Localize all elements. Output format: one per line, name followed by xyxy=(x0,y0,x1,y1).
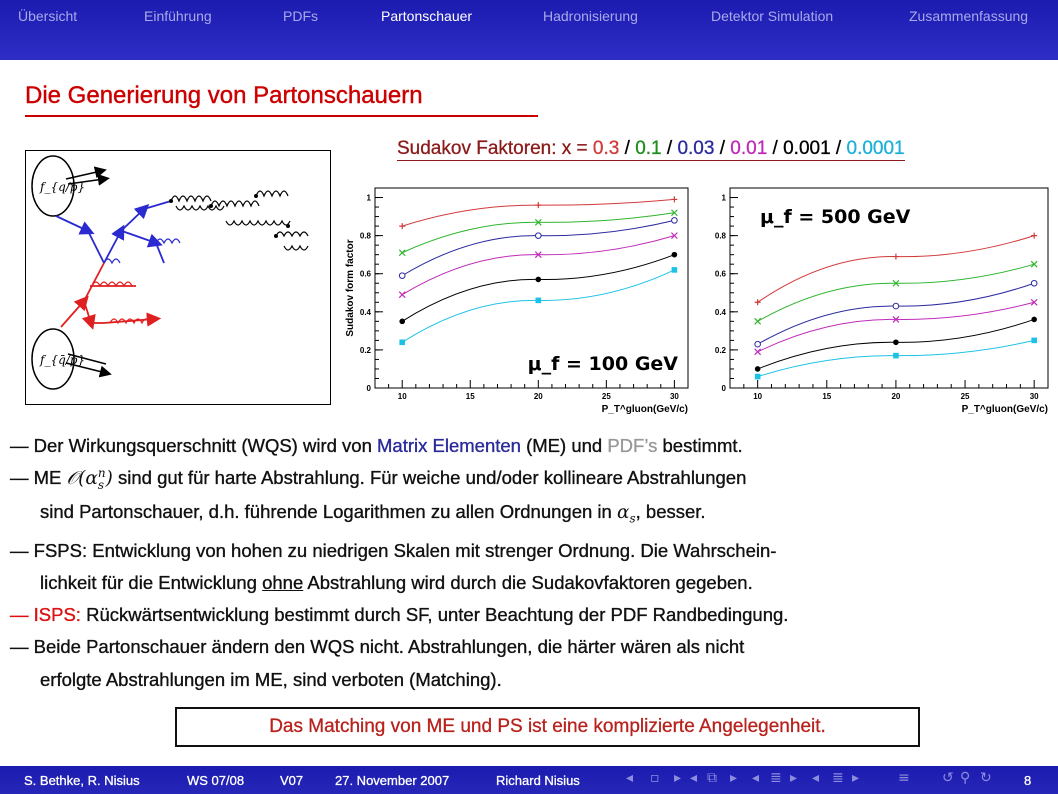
data-point xyxy=(536,233,542,239)
scale-annotation: μ_f = 500 GeV xyxy=(760,206,911,228)
bullet-text: ME xyxy=(33,467,67,489)
nav-prev-part-icon[interactable]: ◂ xyxy=(812,770,820,786)
footer-speaker: Richard Nisius xyxy=(496,773,580,788)
nav-next-part-icon[interactable]: ▸ xyxy=(852,770,860,786)
data-point xyxy=(755,374,761,380)
data-point xyxy=(755,366,761,372)
bullet-text: sind Partonschauer, d.h. führende Logarithmen zu allen Ordnungen in xyxy=(40,500,617,522)
bullet-text-ohne: ohne xyxy=(262,571,304,593)
sudakov-x-value: 0.01 xyxy=(730,138,768,159)
x-tick-label: 15 xyxy=(465,392,475,401)
bullet-text: erfolgte Abstrahlungen im ME, sind verboten (Matching). xyxy=(40,668,502,690)
nav-item-einfuehrung[interactable]: Einführung xyxy=(144,8,212,24)
bullet-dash: — xyxy=(10,636,34,658)
bullet-text: Der Wirkungsquerschnitt (WQS) wird von xyxy=(33,435,378,456)
subsection-icon[interactable]: ⧉ xyxy=(707,770,717,786)
bullet-item xyxy=(10,599,1055,631)
bullet-text: lichkeit für die Entwicklung xyxy=(40,571,263,593)
nav-next-subsection-icon[interactable]: ▸ xyxy=(730,770,738,786)
sudakov-separator: / xyxy=(767,138,784,159)
scale-annotation: μ_f = 100 GeV xyxy=(527,353,678,375)
bullet-text: Beide Partonschauer ändern den WQS nicht. Abstrahlungen, die härter wären als nicht xyxy=(33,636,745,658)
x-tick-label: 25 xyxy=(601,392,611,401)
part-icon[interactable]: ≣ xyxy=(832,770,844,786)
bullet-text: FSPS: Entwicklung von hohen zu niedrigen Skalen mit strenger Ordnung. Die Wahrschein- xyxy=(33,539,777,561)
sudakov-factors-heading xyxy=(397,138,905,161)
sudakov-x-value: 0.3 xyxy=(592,138,620,159)
sudakov-plot-500gev xyxy=(700,180,1055,420)
bullet-dash: — xyxy=(10,539,34,561)
data-point xyxy=(536,277,542,283)
footer-authors: S. Bethke, R. Nisius xyxy=(24,773,140,788)
footer-bar xyxy=(0,766,1058,794)
bullet-text: , besser. xyxy=(635,500,706,522)
sudakov-x-value: 0.03 xyxy=(677,138,715,159)
nav-item-zusammenfassung[interactable]: Zusammenfassung xyxy=(909,8,1029,24)
x-axis-title: P_T^gluon(GeV/c) xyxy=(961,404,1048,415)
slide-title: Die Generierung von Partonschauern xyxy=(25,82,423,109)
sudakov-separator: / xyxy=(661,138,678,159)
x-tick-label: 30 xyxy=(669,392,679,401)
pdf-label-bottom: f_{q̄/p} xyxy=(40,353,86,367)
bullet-item xyxy=(10,430,1055,462)
bullet-dash: — xyxy=(10,467,34,489)
nav-item-detektor-simulation[interactable]: Detektor Simulation xyxy=(711,8,834,24)
data-point xyxy=(893,303,899,309)
y-tick-label: 0.6 xyxy=(359,269,371,279)
sudakov-separator: / xyxy=(619,138,636,159)
data-point xyxy=(672,252,678,258)
nav-item-pdfs[interactable]: PDFs xyxy=(283,8,318,24)
data-point xyxy=(1031,338,1037,344)
bullet-item xyxy=(10,535,1055,567)
x-tick-label: 20 xyxy=(533,392,543,401)
nav-next-frame-icon[interactable]: ▸ xyxy=(674,770,682,786)
sudakov-separator: / xyxy=(714,138,731,159)
sudakov-plot-100gev xyxy=(340,180,695,420)
data-point xyxy=(893,339,899,345)
bullet-text-matrix-elements: Matrix Elementen xyxy=(377,435,521,456)
nav-prev-subsection-icon[interactable]: ◂ xyxy=(690,770,698,786)
x-tick-label: 10 xyxy=(397,392,407,401)
nav-item-partonschauer[interactable]: Partonschauer xyxy=(381,8,473,24)
y-tick-label: 0.2 xyxy=(714,345,726,355)
conclusion-box: Das Matching von ME und PS ist eine komplizierte Angelegenheit. xyxy=(175,707,920,747)
sudakov-x-value: 0.001 xyxy=(783,138,831,159)
data-point xyxy=(399,319,405,325)
sudakov-heading-prefix: Sudakov Faktoren: x = xyxy=(397,138,593,159)
title-underline xyxy=(25,115,538,117)
bullet-list xyxy=(10,430,1055,696)
bullet-item xyxy=(10,631,1055,663)
page-number: 8 xyxy=(1024,773,1032,788)
data-point xyxy=(672,218,678,224)
y-tick-label: 0.4 xyxy=(714,307,726,317)
bullet-dash: — xyxy=(10,604,34,626)
footer-semester: WS 07/08 xyxy=(187,773,245,788)
sudakov-separator: / xyxy=(830,138,847,159)
pdf-label-top: f_{q/p} xyxy=(40,180,86,194)
search-icon[interactable]: ⚲ xyxy=(960,770,971,786)
data-point xyxy=(1031,280,1037,286)
data-point xyxy=(893,353,899,359)
document-icon[interactable]: ≡ xyxy=(898,770,910,786)
alpha-s-symbol: $\alpha_s$ xyxy=(616,501,636,526)
bullet-dash: — xyxy=(10,435,34,456)
x-tick-label: 10 xyxy=(753,392,763,401)
back-icon[interactable]: ↺ xyxy=(942,770,954,786)
data-point xyxy=(672,267,678,273)
y-tick-label: 0 xyxy=(721,384,726,393)
data-point xyxy=(1031,317,1037,323)
parton-shower-diagram xyxy=(25,150,331,405)
nav-prev-frame-icon[interactable]: ◂ xyxy=(626,770,634,786)
data-point xyxy=(536,298,542,304)
bullet-text: sind gut für harte Abstrahlung. Für weiche und/oder kollineare Abstrahlungen xyxy=(112,467,747,489)
x-tick-label: 15 xyxy=(822,392,832,401)
bullet-continuation xyxy=(10,567,1055,599)
forward-icon[interactable]: ↻ xyxy=(980,770,992,786)
x-tick-label: 20 xyxy=(891,392,901,401)
nav-item-hadronisierung[interactable]: Hadronisierung xyxy=(543,8,638,24)
y-tick-label: 0.8 xyxy=(714,231,726,241)
x-tick-label: 25 xyxy=(960,392,970,401)
bullet-text: Rückwärtsentwicklung bestimmt durch SF, unter Beachtung der PDF Randbedingung. xyxy=(80,604,789,626)
sudakov-x-value: 0.0001 xyxy=(846,138,905,159)
sudakov-x-value: 0.1 xyxy=(635,138,662,159)
nav-item-uebersicht[interactable]: Übersicht xyxy=(18,8,78,24)
y-axis-title: Sudakov form factor xyxy=(345,239,356,337)
footer-date: 27. November 2007 xyxy=(335,773,450,788)
data-point xyxy=(399,339,405,345)
parton-shower-svg xyxy=(26,151,330,404)
bullet-text: Abstrahlung wird durch die Sudakovfaktoren gegeben. xyxy=(303,571,753,593)
x-axis-title: P_T^gluon(GeV/c) xyxy=(601,404,688,415)
y-tick-label: 0.6 xyxy=(714,269,726,279)
section-icon[interactable]: ≣ xyxy=(770,770,782,786)
nav-prev-section-icon[interactable]: ◂ xyxy=(752,770,760,786)
y-tick-label: 0.4 xyxy=(359,307,371,317)
bullet-text-pdfs: PDF’s xyxy=(607,435,658,456)
top-navigation-bar xyxy=(0,0,1058,60)
bullet-continuation xyxy=(10,664,1055,696)
bullet-text: (ME) und xyxy=(520,435,608,456)
y-tick-label: 1 xyxy=(721,193,726,203)
y-tick-label: 0 xyxy=(366,384,371,393)
data-point xyxy=(755,341,761,347)
y-tick-label: 0.8 xyxy=(359,231,371,241)
nav-next-section-icon[interactable]: ▸ xyxy=(790,770,798,786)
bullet-text: bestimmt. xyxy=(657,435,743,456)
order-alpha-s-formula: 𝒪(α n s ) xyxy=(66,466,113,493)
y-tick-label: 1 xyxy=(366,193,371,203)
x-tick-label: 30 xyxy=(1029,392,1039,401)
data-point xyxy=(399,273,405,279)
y-tick-label: 0.2 xyxy=(359,345,371,355)
bullet-continuation xyxy=(10,496,1055,535)
bullet-item xyxy=(10,462,1055,495)
footer-lecture: V07 xyxy=(280,773,304,788)
frame-icon[interactable]: ▫ xyxy=(650,770,660,786)
bullet-text-isps: ISPS: xyxy=(33,604,81,626)
